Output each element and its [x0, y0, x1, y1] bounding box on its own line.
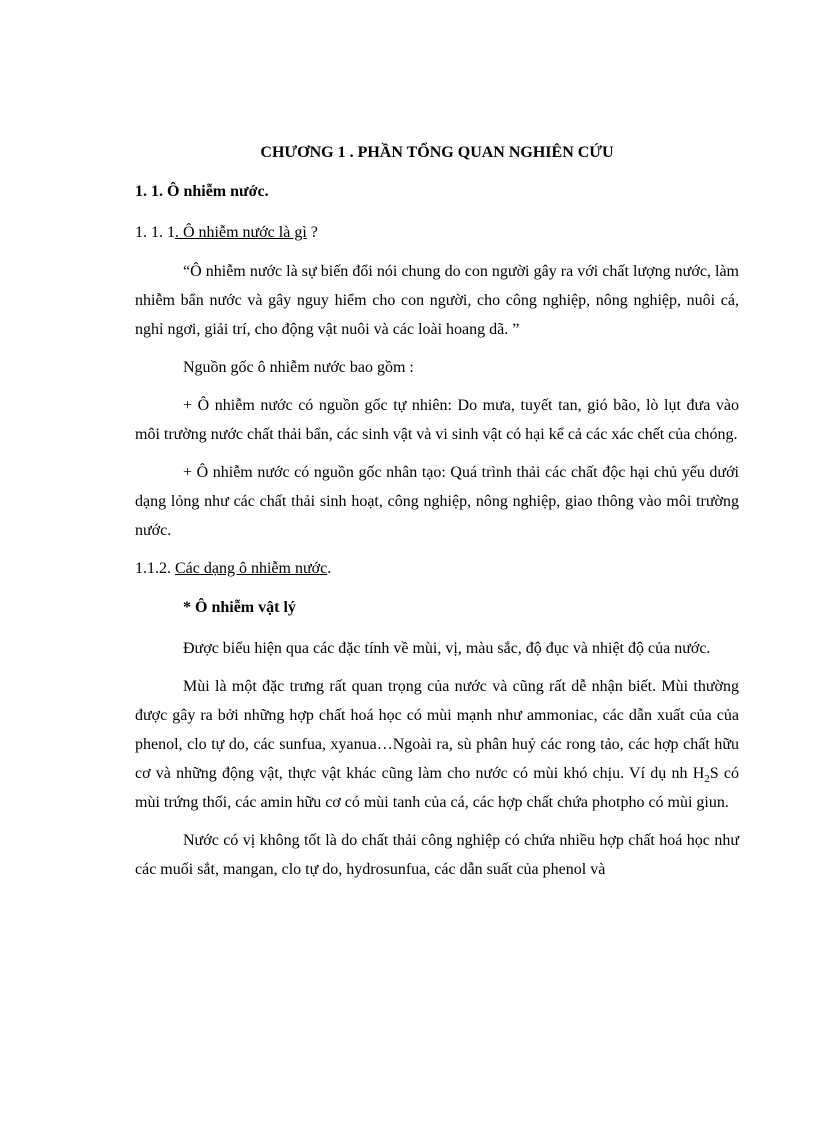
natural-origin-paragraph: + Ô nhiễm nước có nguồn gốc tự nhiên: Do mưa, tuyết tan, gió bão, lò lụt đưa vào môi trường nước chất thải bẩn, các sinh vật và vi sinh vật có hại kể cả các xác chết của chóng.: [135, 397, 739, 443]
section-number: 1. 1. 1: [135, 224, 175, 241]
section-suffix: .: [327, 560, 332, 577]
taste-paragraph: Nước có vị không tốt là do chất thải công nghiệp có chứa nhiều hợp chất hoá học như các muối sắt, mangan, clo tự do, hydrosunfua, các dẫn suất của phenol và: [135, 832, 739, 878]
artificial-origin-paragraph: + Ô nhiễm nước có nguồn gốc nhân tạo: Quá trình thải các chất độc hại chủ yếu dưới dạng lỏng như các chất thải sinh hoạt, công nghiệp, nông nghiệp, giao thông vào môi trường nước.: [135, 464, 739, 539]
origin-intro-paragraph: Nguồn gốc ô nhiễm nước bao gồm :: [183, 359, 414, 376]
smell-text-part2: S có mùi trứng thối, các amin hữu cơ có mùi tanh của cá, các hợp chất chứa photpho có mùi giun.: [135, 765, 740, 811]
section-suffix: ?: [306, 224, 318, 241]
section-heading-1-1: 1. 1. Ô nhiễm nước.: [135, 183, 269, 200]
definition-paragraph: “Ô nhiễm nước là sự biến đổi nói chung do con người gây ra với chất lượng nước, làm nhiễm bẩn nước và gây nguy hiểm cho con người, cho công nghiệp, nông nghiệp, nuôi cá, nghỉ ngơi, giải trí, cho động vật nuôi và các loài hoang dã. ”: [135, 263, 739, 338]
subscript-2: 2: [704, 773, 710, 786]
section-heading-1-1-2: [135, 554, 739, 583]
smell-paragraph: [135, 672, 739, 817]
expressed-paragraph: Được biểu hiện qua các đặc tính về mùi, vị, màu sắc, độ đục và nhiệt độ của nước.: [183, 640, 711, 657]
smell-text-part1: Mùi là một đặc trưng rất quan trọng của nước và cũng rất dễ nhận biết. Mùi thường được gây ra bởi những hợp chất hoá học có mùi mạnh như ammoniac, các dẫn xuất của của phenol, clo tự do, các sunfua, xyanua…Ngoài ra, sù phân huỷ các rong tảo, các hợp chất hữu cơ và những động vật, thực vật khác cũng làm cho nước có mùi khó chịu. Ví dụ nh H: [135, 678, 739, 782]
section-number: 1.1.2.: [135, 560, 175, 577]
chapter-title: CHƯƠNG 1 . PHẦN TỔNG QUAN NGHIÊN CỨU: [260, 144, 614, 161]
section-label: . Ô nhiễm nước là gì: [175, 224, 307, 241]
section-heading-1-1-1: [135, 218, 739, 247]
section-label: Các dạng ô nhiễm nước: [175, 560, 328, 577]
subsection-physical-pollution: * Ô nhiễm vật lý: [183, 599, 296, 616]
document-body: [135, 138, 739, 890]
